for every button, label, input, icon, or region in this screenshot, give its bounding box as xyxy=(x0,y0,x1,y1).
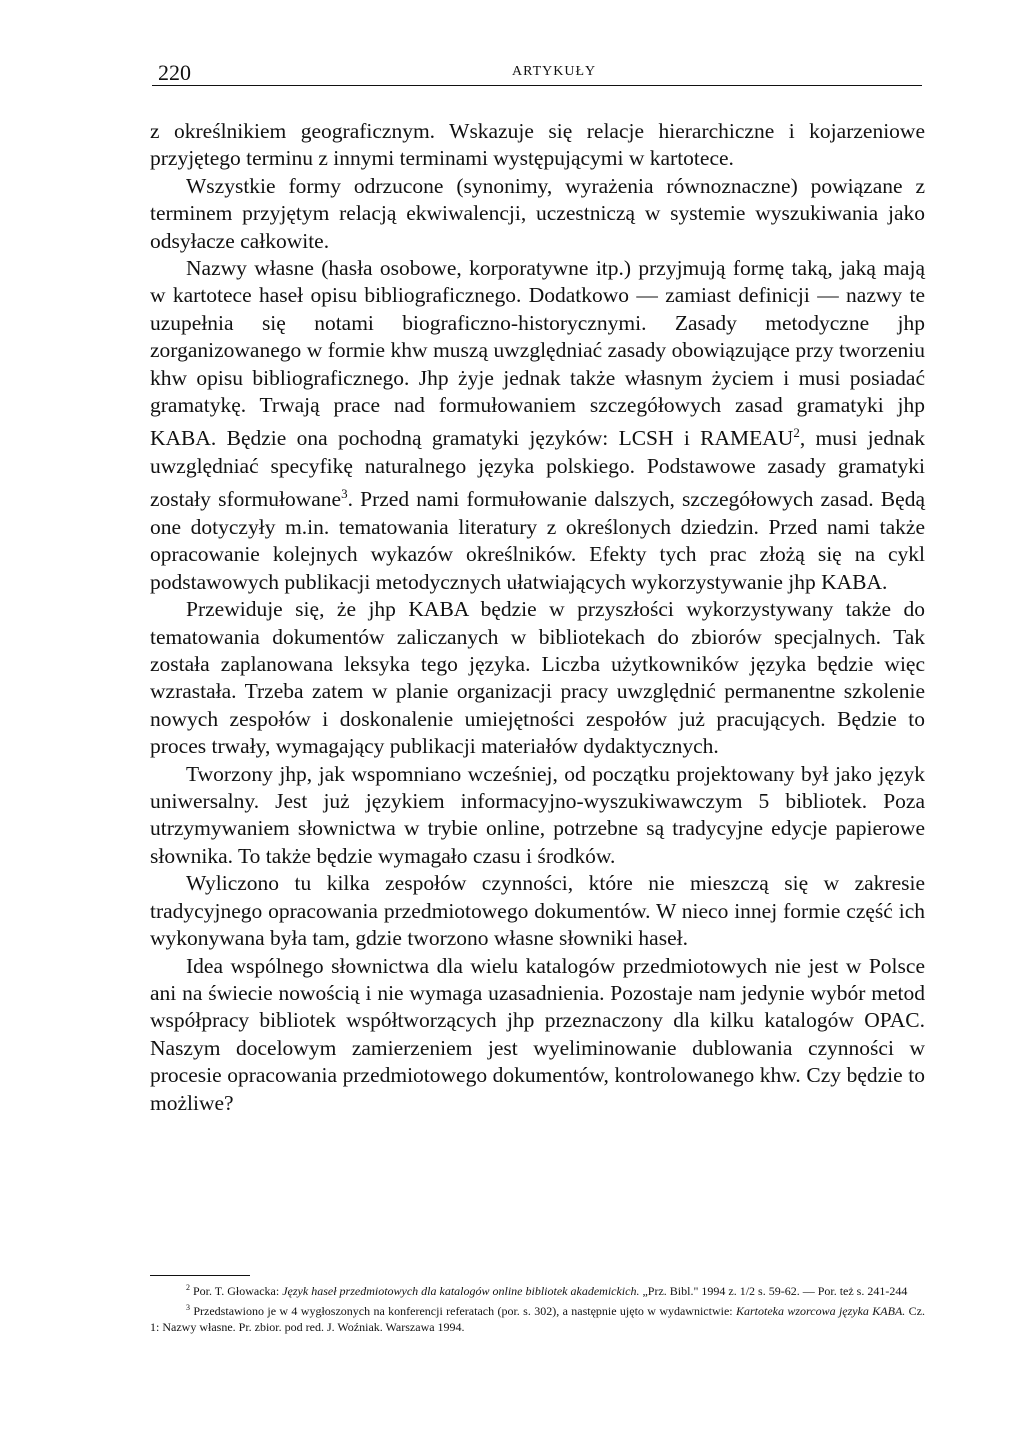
paragraph: Idea wspólnego słownictwa dla wielu katalogów przedmiotowych nie jest w Polsce ani na świecie nowością i nie wymaga uzasadnienia. Pozostaje nam jedynie wybór metod współpracy bibliotek współtworzących jhp przeznaczony dla kilku katalogów OPAC. Naszym docelowym zamierzeniem jest wyeliminowanie dublowania czynności w procesie opracowania przedmiotowego dokumentów, kontrolowanego khw. Czy będzie to możliwe? xyxy=(150,953,925,1115)
paragraph-text: , musi jednak uwzględniać specyfikę naturalnego języka polskiego. Podstawowe zasady gramatyki zostały sformułowane xyxy=(150,426,925,512)
footnote-number: 3 xyxy=(186,1302,190,1312)
paragraph: z określnikiem geograficznym. Wskazuje się relacje hierarchiczne i kojarzeniowe przyjętego terminu z innymi terminami występującymi w kartotece. xyxy=(150,119,925,171)
footnote-rule xyxy=(150,1275,250,1276)
footnote xyxy=(150,1300,925,1336)
article-body xyxy=(150,118,925,1117)
paragraph xyxy=(150,255,925,596)
footnote-ref: 2 xyxy=(793,425,800,441)
paragraph: Tworzony jhp, jak wspomniano wcześniej, od początku projektowany był jako język uniwersalny. Jest już językiem informacyjno-wyszukiwawczym 5 bibliotek. Poza utrzymywaniem słownictwa w trybie online, potrzebne są tradycyjne edycje papierowe słownika. To także będzie wymagało czasu i środków. xyxy=(150,761,925,868)
page-number: 220 xyxy=(158,60,191,85)
paragraph-text: Nazwy własne (hasła osobowe, korporatywne itp.) przyjmują formę taką, jaką mają w kartotece haseł opisu bibliograficznego. Dodatkowo — zamiast definicji — nazwy te uzupełnia się notami biograficzno-historycznymi. Zasady metodyczne jhp zorganizowanego w formie khw muszą uwzględniać zasady obowiązujące przy tworzeniu khw opisu bibliograficznego. Jhp żyje jednak także własnym życiem i musi posiadać gramatykę. Trwają prace nad formułowaniem szczegółowych zasad gramatyki jhp KABA. Będzie ona pochodną gramatyki języków: LCSH i RAMEAU xyxy=(150,256,925,451)
footnote-ref: 3 xyxy=(341,486,348,502)
footnote-title: Język haseł przedmiotowych dla katalogów online bibliotek akademickich. xyxy=(282,1284,640,1298)
footnote-text: Por. T. Głowacka: xyxy=(190,1284,283,1298)
footnote-text: „Prz. Bibl." 1994 z. 1/2 s. 59-62. — Por. też s. 241-244 xyxy=(639,1284,908,1298)
footnote-title: Kartoteka wzorcowa języka KABA. xyxy=(736,1303,906,1318)
running-head: ARTYKUŁY xyxy=(512,64,597,79)
paragraph-text: . Przed nami formułowanie dalszych, szczegółowych zasad. Będą one dotyczyły m.in. tematowania literatury z określonych dziedzin. Przed nami także opracowanie kolejnych wykazów określników. Efekty tych prac złożą się na cykl podstawowych publikacji metodycznych ułatwiających wykorzystywanie jhp KABA. xyxy=(150,487,925,594)
paragraph: Przewiduje się, że jhp KABA będzie w przyszłości wykorzystywany także do tematowania dokumentów zaliczanych w bibliotekach do zbiorów specjalnych. Tak została zaplanowana leksyka tego języka. Liczba użytkowników języka będzie więc wzrastała. Trzeba zatem w planie organizacji pracy uwzględnić permanentne szkolenie nowych zespołów i doskonalenie umiejętności zespołów już pracujących. Będzie to proces trwały, wymagający publikacji materiałów dydaktycznych. xyxy=(150,597,925,759)
footnote xyxy=(150,1280,925,1300)
footnote-text: Cz. 1: Nazwy własne. Pr. zbior. pod red. J. Woźniak. Warszawa 1994. xyxy=(150,1303,925,1334)
paragraph: Wszystkie formy odrzucone (synonimy, wyrażenia równoznaczne) powiązane z terminem przyjętym relacją ekwiwalencji, uczestniczą w systemie wyszukiwania jako odsyłacze całkowite. xyxy=(150,173,925,253)
footnotes xyxy=(150,1280,925,1336)
footnote-text: Przedstawiono je w 4 wygłoszonych na konferencji referatach (por. s. 302), a następnie ujęto w wydawnictwie: xyxy=(190,1303,736,1318)
footnote-number: 2 xyxy=(186,1283,190,1292)
paragraph: Wyliczono tu kilka zespołów czynności, które nie mieszczą się w zakresie tradycyjnego opracowania przedmiotowego dokumentów. W nieco innej formie część ich wykonywana była tam, gdzie tworzono własne słowniki haseł. xyxy=(150,871,925,951)
header-rule xyxy=(152,85,922,86)
page-header xyxy=(152,58,922,88)
